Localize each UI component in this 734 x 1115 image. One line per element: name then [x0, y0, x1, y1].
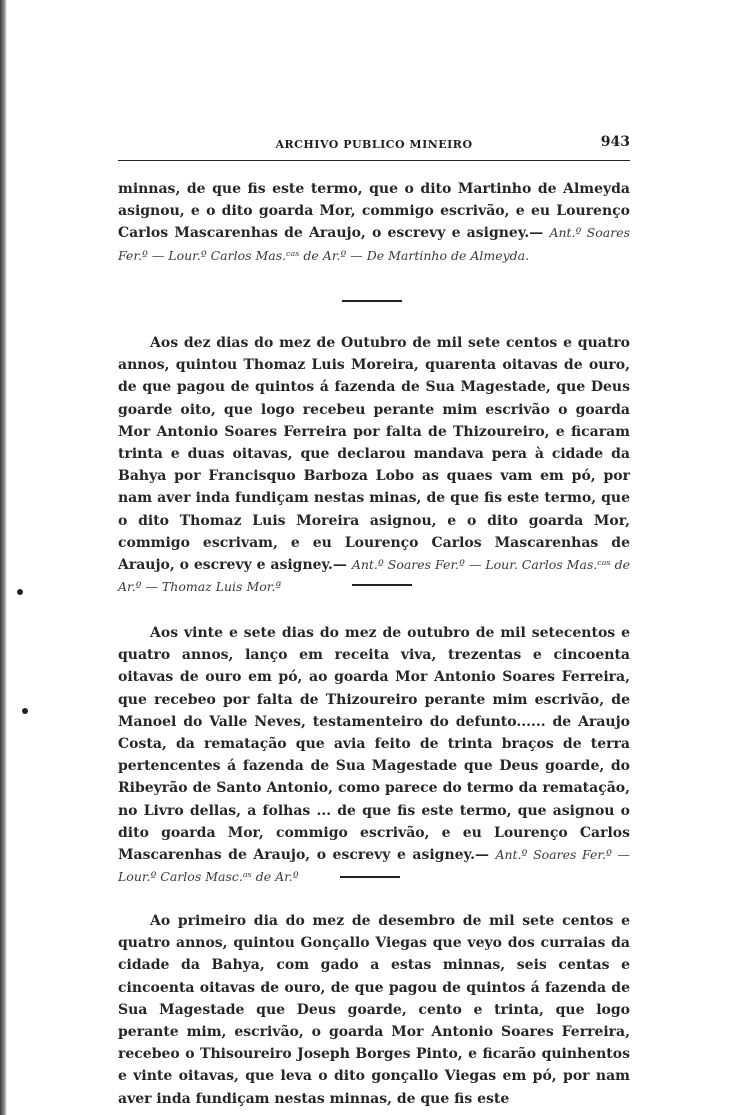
header-rule: [118, 160, 630, 161]
margin-dot: [17, 589, 23, 595]
entry-text: Ao primeiro dia do mez de desembro de mil sete centos e quatro annos, quintou Gonçallo Viegas que veyo dos curraias da cidade da Bahya, com gado a estas minnas, seis centas e cincoenta oitavas de ouro, de que pagou de quintos á fazenda de Sua Magestade que Deus goarde, cento e trinta, que logo perante mim, escrivão, o goarda Mor Antonio Soares Ferreira, recebeo o Thisoureiro Joseph Borges Pinto, e ficarão quinhentos e vinte oitavas, que leva o dito gonçallo Viegas em pó, por nam aver inda fundiçam nestas minnas, de que fis este: [118, 913, 630, 1107]
entry-1: [118, 178, 630, 267]
entry-signatures: Ant.º Soares Fer.º — Lour.º Carlos Mas.ᶜᵃˢ de Ar.º — De Martinho de Almeyda.: [118, 225, 631, 263]
section-separator: [340, 876, 400, 878]
section-separator: [342, 300, 402, 302]
running-head: ARCHIVO PUBLICO MINEIRO: [275, 138, 473, 151]
entry-signatures: Ant.º Soares Fer.º — Lour.º Carlos Masc.ᵃˢ de Ar.º: [118, 847, 630, 885]
entry-text: Aos vinte e sete dias do mez de outubro de mil setecentos e quatro annos, lanço em receita viva, trezentas e cincoenta oitavas de ouro em pó, ao goarda Mor Antonio Soares Ferreira, que recebeo por falta de Thizoureiro perante mim escrivão, de Manoel do Valle Neves, testamenteiro do defunto...... de Araujo Costa, da rematação que avia feito de trinta braços de terra pertencentes á fazenda de Sua Magestade que Deus goarde, do Ribeyrão de Santo Antonio, como parece do termo da rematação, no Livro dellas, a folhas ... de que fis este termo, que asignou o dito goarda Mor, commigo escrivão, e eu Lourenço Carlos Mascarenhas de Araujo, o escrevy e asigney.—: [118, 625, 630, 864]
margin-dot: [22, 708, 28, 714]
section-separator: [352, 584, 412, 586]
page-number: 943: [600, 134, 630, 150]
entry-3: [118, 622, 630, 888]
page-header: [118, 134, 630, 158]
entry-4: [118, 910, 630, 1110]
book-spine-edge: [0, 0, 7, 1115]
entry-2: [118, 332, 630, 598]
entry-text: minnas, de que fis este termo, que o dito Martinho de Almeyda asignou, e o dito goarda Mor, commigo escrivão, e eu Lourenço Carlos Mascarenhas de Araujo, o escrevy e asigney.—: [118, 181, 630, 242]
entry-text: Aos dez dias do mez de Outubro de mil sete centos e quatro annos, quintou Thomaz Luis Moreira, quarenta oitavas de ouro, de que pagou de quintos á fazenda de Sua Magestade, que Deus goarde oito, que logo recebeu perante mim escrivão o goarda Mor Antonio Soares Ferreira por falta de Thizoureiro, e ficaram trinta e duas oitavas, que declarou mandava pera à cidade da Bahya por Francisquo Barboza Lobo as quaes vam em pó, por nam aver inda fundiçam nestas minas, de que fis este termo, que o dito Thomaz Luis Moreira asignou, e o dito goarda Mor, commigo escrivam, e eu Lourenço Carlos Mascarenhas de Araujo, o escrevy e asigney.—: [118, 335, 630, 574]
entry-signatures: Ant.º Soares Fer.º — Lour. Carlos Mas.ᶜᵃˢ de Ar.º — Thomaz Luis Mor.ª: [118, 557, 631, 595]
